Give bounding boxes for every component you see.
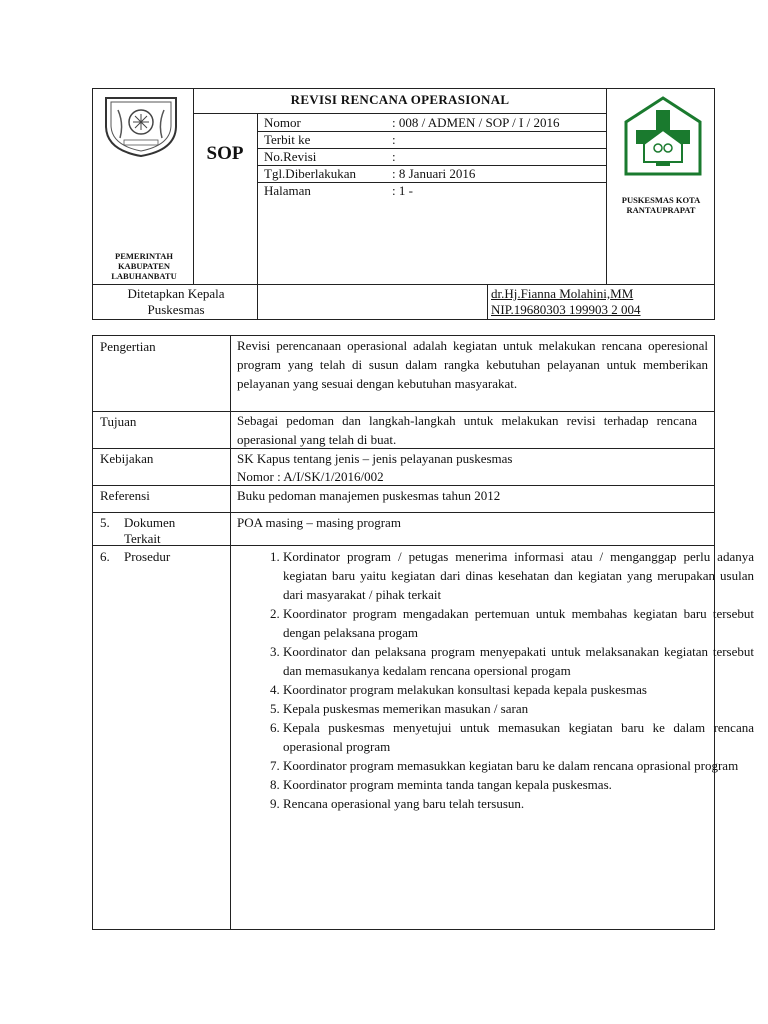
org-line: LABUHANBATU [111, 271, 177, 281]
tujuan-label: Tujuan [100, 414, 137, 429]
field-value: : 8 Januari 2016 [392, 166, 476, 181]
ditetapkan-line: Ditetapkan Kepala [127, 286, 225, 301]
field-label: Tgl.Diberlakukan [264, 166, 357, 181]
field-value: : 008 / ADMEN / SOP / I / 2016 [392, 115, 560, 130]
ditetapkan-line: Puskesmas [147, 302, 205, 317]
org-line: RANTAUPRAPAT [626, 205, 696, 215]
referensi-label: Referensi [100, 488, 150, 503]
signatory-name: dr.Hj.Fianna Molahini,MM [491, 286, 634, 301]
field-value: : 1 - [392, 183, 413, 198]
right-org-name [608, 195, 714, 215]
signatory-nip: NIP.19680303 199903 2 004 [491, 302, 641, 317]
dokumen-label: Terkait [124, 531, 161, 546]
kebijakan-line: Nomor : A/I/SK/1/2016/002 [237, 469, 384, 484]
dokumen-label: Dokumen [124, 515, 176, 530]
procedure-step: 9. Rencana operasional yang baru telah tersusun. [283, 794, 754, 813]
field-label: Halaman [264, 183, 311, 198]
regency-emblem-icon [100, 92, 182, 158]
sop-label: SOP [206, 143, 244, 164]
dokumen-text: POA masing – masing program [237, 515, 401, 530]
kebijakan-label: Kebijakan [100, 451, 154, 466]
procedure-step: 8. Koordinator program meminta tanda tangan kepala puskesmas. [283, 775, 754, 794]
org-line: KABUPATEN [117, 261, 171, 271]
field-value: : [392, 132, 396, 147]
referensi-text: Buku pedoman manajemen puskesmas tahun 2012 [237, 488, 501, 503]
field-label: Terbit ke [264, 132, 311, 147]
field-label: No.Revisi [264, 149, 317, 164]
procedure-list [237, 547, 754, 813]
prosedur-label: Prosedur [124, 549, 171, 564]
puskesmas-cross-icon [620, 92, 706, 180]
procedure-step: 2. Koordinator program mengadakan pertemuan untuk membahas kegiatan baru tersebut dengan pelaksana progam [283, 604, 754, 642]
procedure-step: 5. Kepala puskesmas memerikan masukan / saran [283, 699, 754, 718]
pengertian-label: Pengertian [100, 339, 156, 354]
prosedur-num: 6. [100, 549, 110, 564]
field-value: : [392, 149, 396, 164]
procedure-step: 6. Kepala puskesmas menyetujui untuk memasukan kegiatan baru ke dalam rencana operasional program [283, 718, 754, 756]
org-line: PUSKESMAS KOTA [621, 195, 701, 205]
org-line: PEMERINTAH [115, 251, 173, 261]
procedure-step: 7. Koordinator program memasukkan kegiatan baru ke dalam rencana oprasional program [283, 756, 754, 775]
procedure-step: 4. Koordinator program melakukan konsultasi kepada kepala puskesmas [283, 680, 754, 699]
procedure-step: 3. Koordinator dan pelaksana program menyepakati untuk melaksanakan kegiatan tersebut dan memasukanya kedalam rencana opersional progam [283, 642, 754, 680]
sop-title: REVISI RENCANA OPERASIONAL [290, 92, 510, 107]
left-org-name [96, 251, 192, 281]
procedure-step: 1. Kordinator program / petugas menerima informasi atau / menganggap perlu adanya kegiatan baru yaitu kegiatan dari dinas kesehatan dan kegiatan yang merupakan usulan dari masyarakat / pihak terkait [283, 547, 754, 604]
dokumen-num: 5. [100, 515, 110, 530]
kebijakan-line: SK Kapus tentang jenis – jenis pelayanan puskesmas [237, 451, 513, 466]
pengertian-text: Revisi perencanaan operasional adalah kegiatan untuk melakukan rencana operesional program yang telah di susun dalam rangka kebutuhan pelayanan untuk memberikan pelayanan yang sesuai dengan kebutuhan masyarakat. [237, 338, 708, 391]
ditetapkan-label [96, 286, 256, 318]
tujuan-text: Sebagai pedoman dan langkah-langkah untuk melakukan revisi terhadap rencana operasional yang telah di buat. [237, 413, 697, 447]
field-label: Nomor [264, 115, 301, 130]
